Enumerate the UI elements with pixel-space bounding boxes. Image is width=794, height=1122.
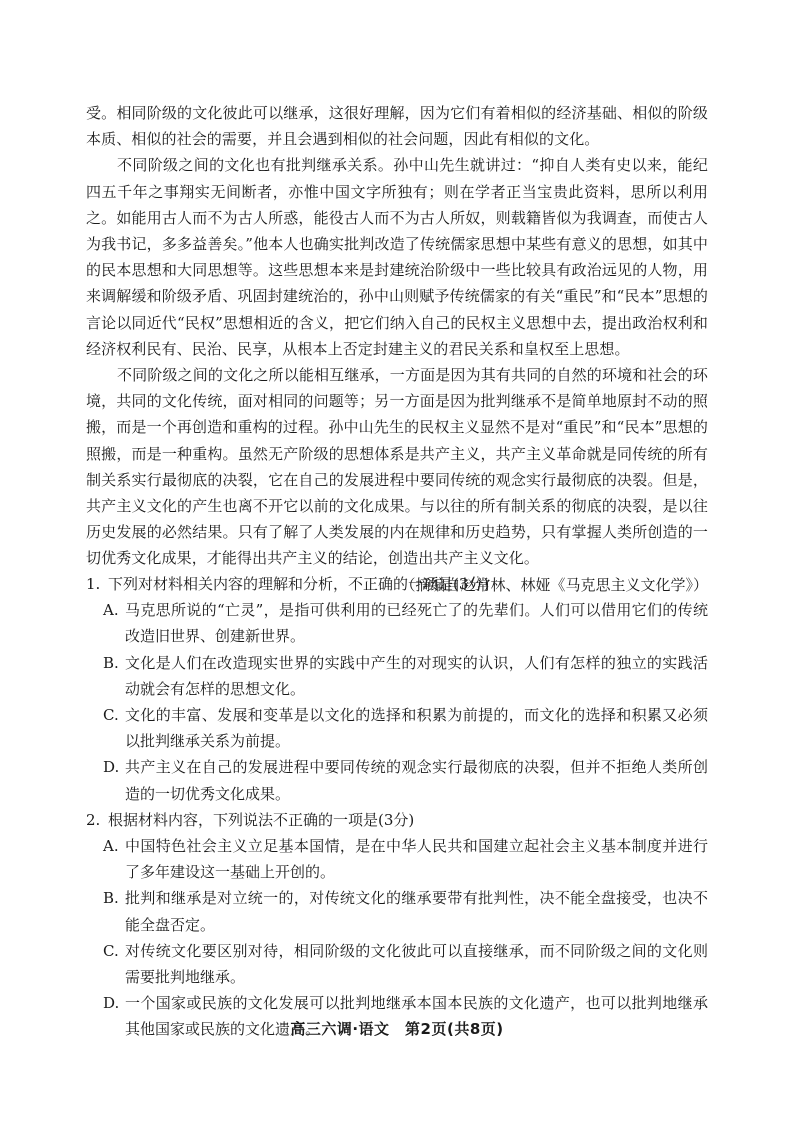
option-b: [86, 885, 708, 937]
passage-paragraph-2: 不同阶级之间的文化也有批判继承关系。孙中山先生就讲过：“抑自人类有史以来，能纪四五千年之事翔实无间断者，亦惟中国文字所独有；则在学者正当宝贵此资料，思所以利用之。如能用古人而不为古人所惑，能役古人而不为古人所奴，则载籍皆似为我调查，而使古人为我书记，多多益善矣。”他本人也确实批判改造了传统儒家思想中某些有意义的思想，如其中的民本思想和大同思想等。这些思想本来是封建统治阶级中一些比较具有政治远见的人物，用来调解缓和阶级矛盾、巩固封建统治的，孙中山则赋予传统儒家的有关“重民”和“民本”思想的言论以同近代“民权”思想相近的含义，把它们纳入自己的民权主义思想中去，提出政治权利和经济权利民有、民治、民享，从根本上否定封建主义的君民关系和皇权至上思想。: [86, 156, 708, 358]
option-text: 共产主义在自己的发展进程中要同传统的观念实行最彻底的决裂，但并不拒绝人类所创造的一切优秀文化成果。: [125, 758, 708, 803]
option-b: [86, 650, 708, 702]
page-footer: 高三六调·语文 第2页(共8页): [290, 1020, 504, 1038]
passage-paragraph-3: 不同阶级之间的文化之所以能相互继承，一方面是因为其有共同的自然的环境和社会的环境，共同的文化传统，面对相同的问题等；另一方面是因为批判继承不是简单地原封不动的照搬，而是一个再创造和重构的过程。孙中山先生的民权主义显然不是对“重民”和“民本”思想的照搬，而是一种重构。虽然无产阶级的思想体系是共产主义，共产主义革命就是同传统的所有制关系实行最彻底的决裂，它在自己的发展进程中要同传统的观念实行最彻底的决裂。但是，共产主义文化的产生也离不开它以前的文化成果。与以往的所有制关系的彻底的决裂，是以往历史发展的必然结果。只有了解了人类发展的内在规律和历史趋势，只有掌握人类所创造的一切优秀文化成果，才能得出共产主义的结论，创造出共产主义文化。: [86, 366, 708, 568]
option-a: [86, 597, 708, 649]
option-text: 马克思所说的“亡灵”，是指可供利用的已经死亡了的先辈们。人们可以借用它们的传统改造旧世界、创建新世界。: [125, 601, 708, 646]
option-c: [86, 938, 708, 990]
option-letter: A.: [103, 601, 119, 620]
option-text: 文化的丰富、发展和变革是以文化的选择和积累为前提的，而文化的选择和积累又必须以批判继承关系为前提。: [125, 706, 708, 751]
option-letter: A.: [103, 837, 119, 856]
question-text: 下列对材料相关内容的理解和分析，不正确的一项是(3分): [108, 575, 490, 593]
option-text: 一个国家或民族的文化发展可以批判地继承本国本民族的文化遗产，也可以批判地继承其他国家或民族的文化遗产。: [125, 994, 708, 1039]
option-text: 文化是人们在改造现实世界的实践中产生的对现实的认识，人们有怎样的独立的实践活动就会有怎样的思想文化。: [125, 653, 708, 698]
question-number: 2.: [86, 810, 101, 829]
passage-paragraph-1: 受。相同阶级的文化彼此可以继承，这很好理解，因为它们有着相似的经济基础、相似的阶级本质、相似的社会的需要，并且会遇到相似的社会问题，因此有相似的文化。: [86, 104, 708, 149]
option-letter: B.: [103, 653, 119, 672]
option-letter: C.: [103, 706, 119, 725]
option-letter: B.: [103, 889, 119, 908]
question-stem: [86, 571, 708, 597]
option-text: 对传统文化要区别对待，相同阶级的文化彼此可以直接继承，而不同阶级之间的文化则需要批判地继承。: [125, 941, 708, 987]
option-letter: D.: [103, 994, 120, 1013]
questions-section: [86, 571, 708, 1043]
option-text: 中国特色社会主义立足基本国情，是在中华人民共和国建立起社会主义基本制度并进行了多年建设这一基础上开创的。: [125, 837, 708, 882]
question-2: [86, 807, 708, 1043]
question-number: 1.: [86, 575, 101, 593]
option-c: [86, 702, 708, 754]
option-d: [86, 754, 708, 806]
option-a: [86, 833, 708, 885]
passage-source: （摘编自赵常林、林娅《马克思主义文化学》）: [400, 575, 708, 594]
question-stem: [86, 807, 708, 833]
question-text: 根据材料内容，下列说法不正确的一项是(3分): [108, 810, 415, 829]
reading-passage: [86, 100, 708, 598]
question-1: [86, 571, 708, 807]
option-text: 批判和继承是对立统一的，对传统文化的继承要带有批判性，决不能全盘接受，也决不能全盘否定。: [125, 889, 708, 934]
option-letter: D.: [103, 758, 120, 777]
option-letter: C.: [103, 941, 119, 960]
